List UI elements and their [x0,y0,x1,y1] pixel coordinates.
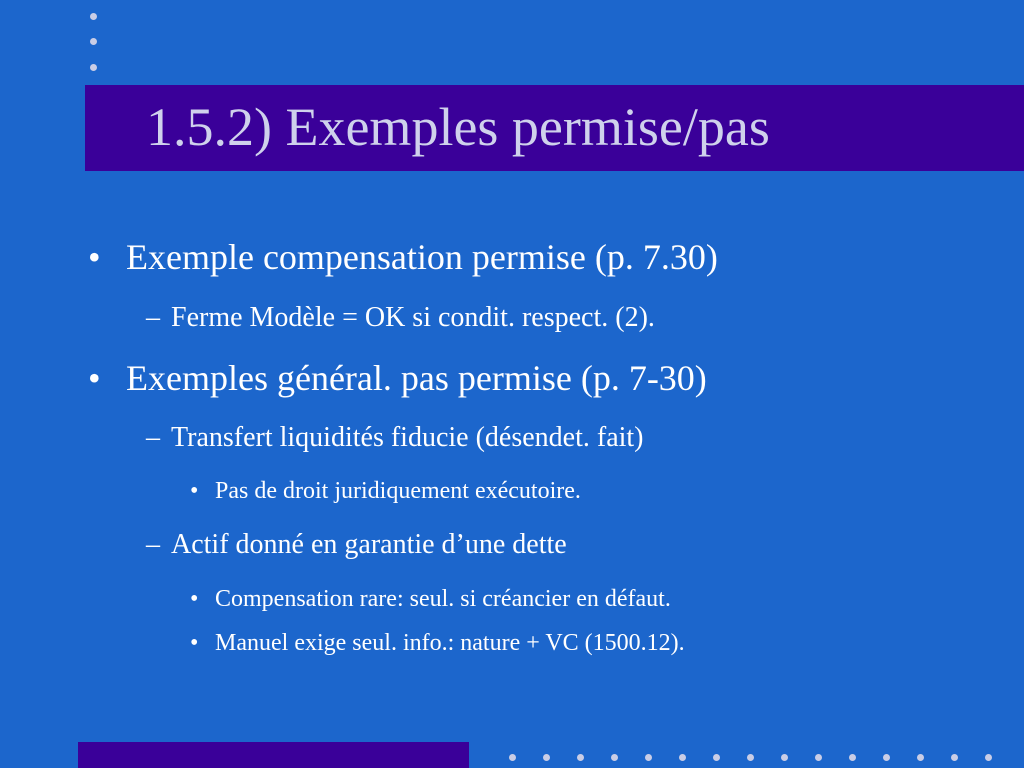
bullet-item [88,236,718,278]
sub-sub-bullet-item [190,586,671,613]
bullet-text: Exemple compensation permise (p. 7.30) [126,237,718,277]
decor-dot [509,754,516,761]
decor-dot [815,754,822,761]
slide-title: 1.5.2) Exemples permise/pas [146,97,770,157]
decor-dot [917,754,924,761]
bullet-text: Compensation rare: seul. si créancier en défaut. [215,586,671,612]
bullet-text: Manuel exige seul. info.: nature + VC (1500.12). [215,630,685,656]
bullet-marker: • [190,586,199,612]
sub-sub-bullet-item [190,478,581,505]
decor-dot [577,754,584,761]
decor-dot [985,754,992,761]
bullet-marker: • [190,630,199,656]
dash-marker: – [146,422,160,453]
dash-marker: – [146,302,160,333]
decor-dot [747,754,754,761]
bullet-text: Transfert liquidités fiducie (désendet. fait) [171,422,644,453]
bullet-marker: • [190,478,199,504]
decor-dot [951,754,958,761]
bullet-marker: • [88,237,101,277]
bullet-item [88,357,707,399]
decor-dot [679,754,686,761]
sub-bullet-item [146,422,644,454]
decor-dot [849,754,856,761]
bottom-band [78,742,469,768]
bullet-text: Pas de droit juridiquement exécutoire. [215,478,581,504]
decor-dot [543,754,550,761]
bullet-marker: • [88,358,101,398]
bullet-text: Actif donné en garantie d’une dette [171,529,567,560]
decor-dot [611,754,618,761]
sub-bullet-item [146,529,567,561]
bullet-text: Ferme Modèle = OK si condit. respect. (2). [171,302,655,333]
decor-dot [883,754,890,761]
decor-dot [645,754,652,761]
sub-sub-bullet-item [190,630,685,657]
sub-bullet-item [146,302,655,334]
decor-dot [713,754,720,761]
dash-marker: – [146,529,160,560]
decor-dot [781,754,788,761]
bullet-text: Exemples général. pas permise (p. 7-30) [126,358,707,398]
